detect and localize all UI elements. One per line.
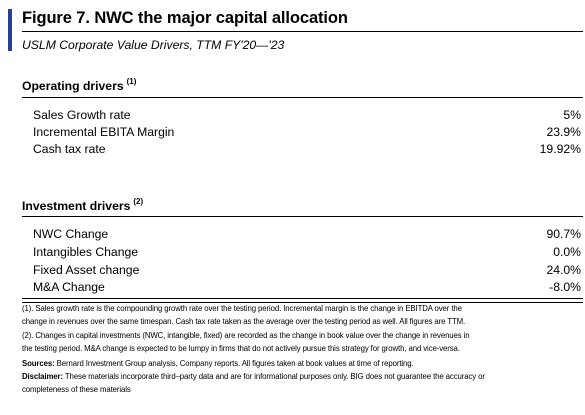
- row-label: Cash tax rate: [33, 142, 106, 156]
- row-value: 90.7%: [546, 227, 581, 241]
- operating-drivers-label: Operating drivers: [22, 79, 124, 94]
- sources-label: Sources:: [22, 359, 55, 368]
- investment-drivers-label: Investment drivers: [22, 199, 131, 214]
- row-label: Intangibles Change: [33, 245, 139, 259]
- investment-divider: [22, 216, 583, 217]
- operating-divider: [22, 97, 583, 98]
- row-value: 24.0%: [546, 263, 581, 277]
- footnote-2-line-1: (2). Changes in capital investments (NWC, intangible, fixed) are recorded as the change in book value over the change in revenues in: [22, 331, 470, 340]
- row-value: 0.0%: [553, 245, 581, 259]
- figure-title: Figure 7. NWC the major capital allocation: [22, 9, 348, 27]
- footnote-1-line-2: change in revenues over the same timespan. Cash tax rate taken as the average over the testing period as well. All figures are TTM.: [22, 316, 466, 326]
- investment-drivers-heading: [22, 198, 143, 213]
- row-value: -8.0%: [549, 280, 581, 294]
- footnote-2: [22, 330, 582, 355]
- figure-subtitle: USLM Corporate Value Drivers, TTM FY'20—'23: [22, 38, 285, 52]
- investment-note-ref: (2): [133, 197, 144, 206]
- disclaimer-line-2: completeness of these materials: [22, 384, 131, 394]
- row-value: 5%: [563, 108, 581, 122]
- row-label: NWC Change: [33, 227, 109, 241]
- disclaimer-note: [22, 371, 582, 396]
- sources-text: Bernard Investment Group analysis, Company reports. All figures taken at book values at time of reporting.: [56, 359, 414, 368]
- row-label: Incremental EBITA Margin: [33, 125, 175, 139]
- title-accent-bar: [8, 9, 12, 51]
- row-label: Fixed Asset change: [33, 263, 140, 277]
- row-label: Sales Growth rate: [33, 108, 131, 122]
- footnote-1-line-1: (1). Sales growth rate is the compounding growth rate over the testing period. Incremental margin is the change in EBITDA over the: [22, 304, 462, 313]
- row-value: 23.9%: [546, 125, 581, 139]
- operating-note-ref: (1): [126, 77, 137, 86]
- row-value: 19.92%: [539, 142, 581, 156]
- row-label: M&A Change: [33, 280, 105, 294]
- footnote-2-line-2: the testing period. M&A change is expected to be lumpy in firms that do not actively pursue this strategy for growth, and vice-versa.: [22, 343, 460, 353]
- disclaimer-label: Disclaimer:: [22, 372, 63, 381]
- title-divider: [22, 31, 583, 32]
- operating-drivers-heading: [22, 78, 136, 93]
- sources-note: [22, 358, 582, 371]
- disclaimer-line-1: These materials incorporate third–party data and are for informational purposes only. BIG does not guarantee the accuracy or: [64, 372, 485, 381]
- footnote-1: [22, 303, 582, 328]
